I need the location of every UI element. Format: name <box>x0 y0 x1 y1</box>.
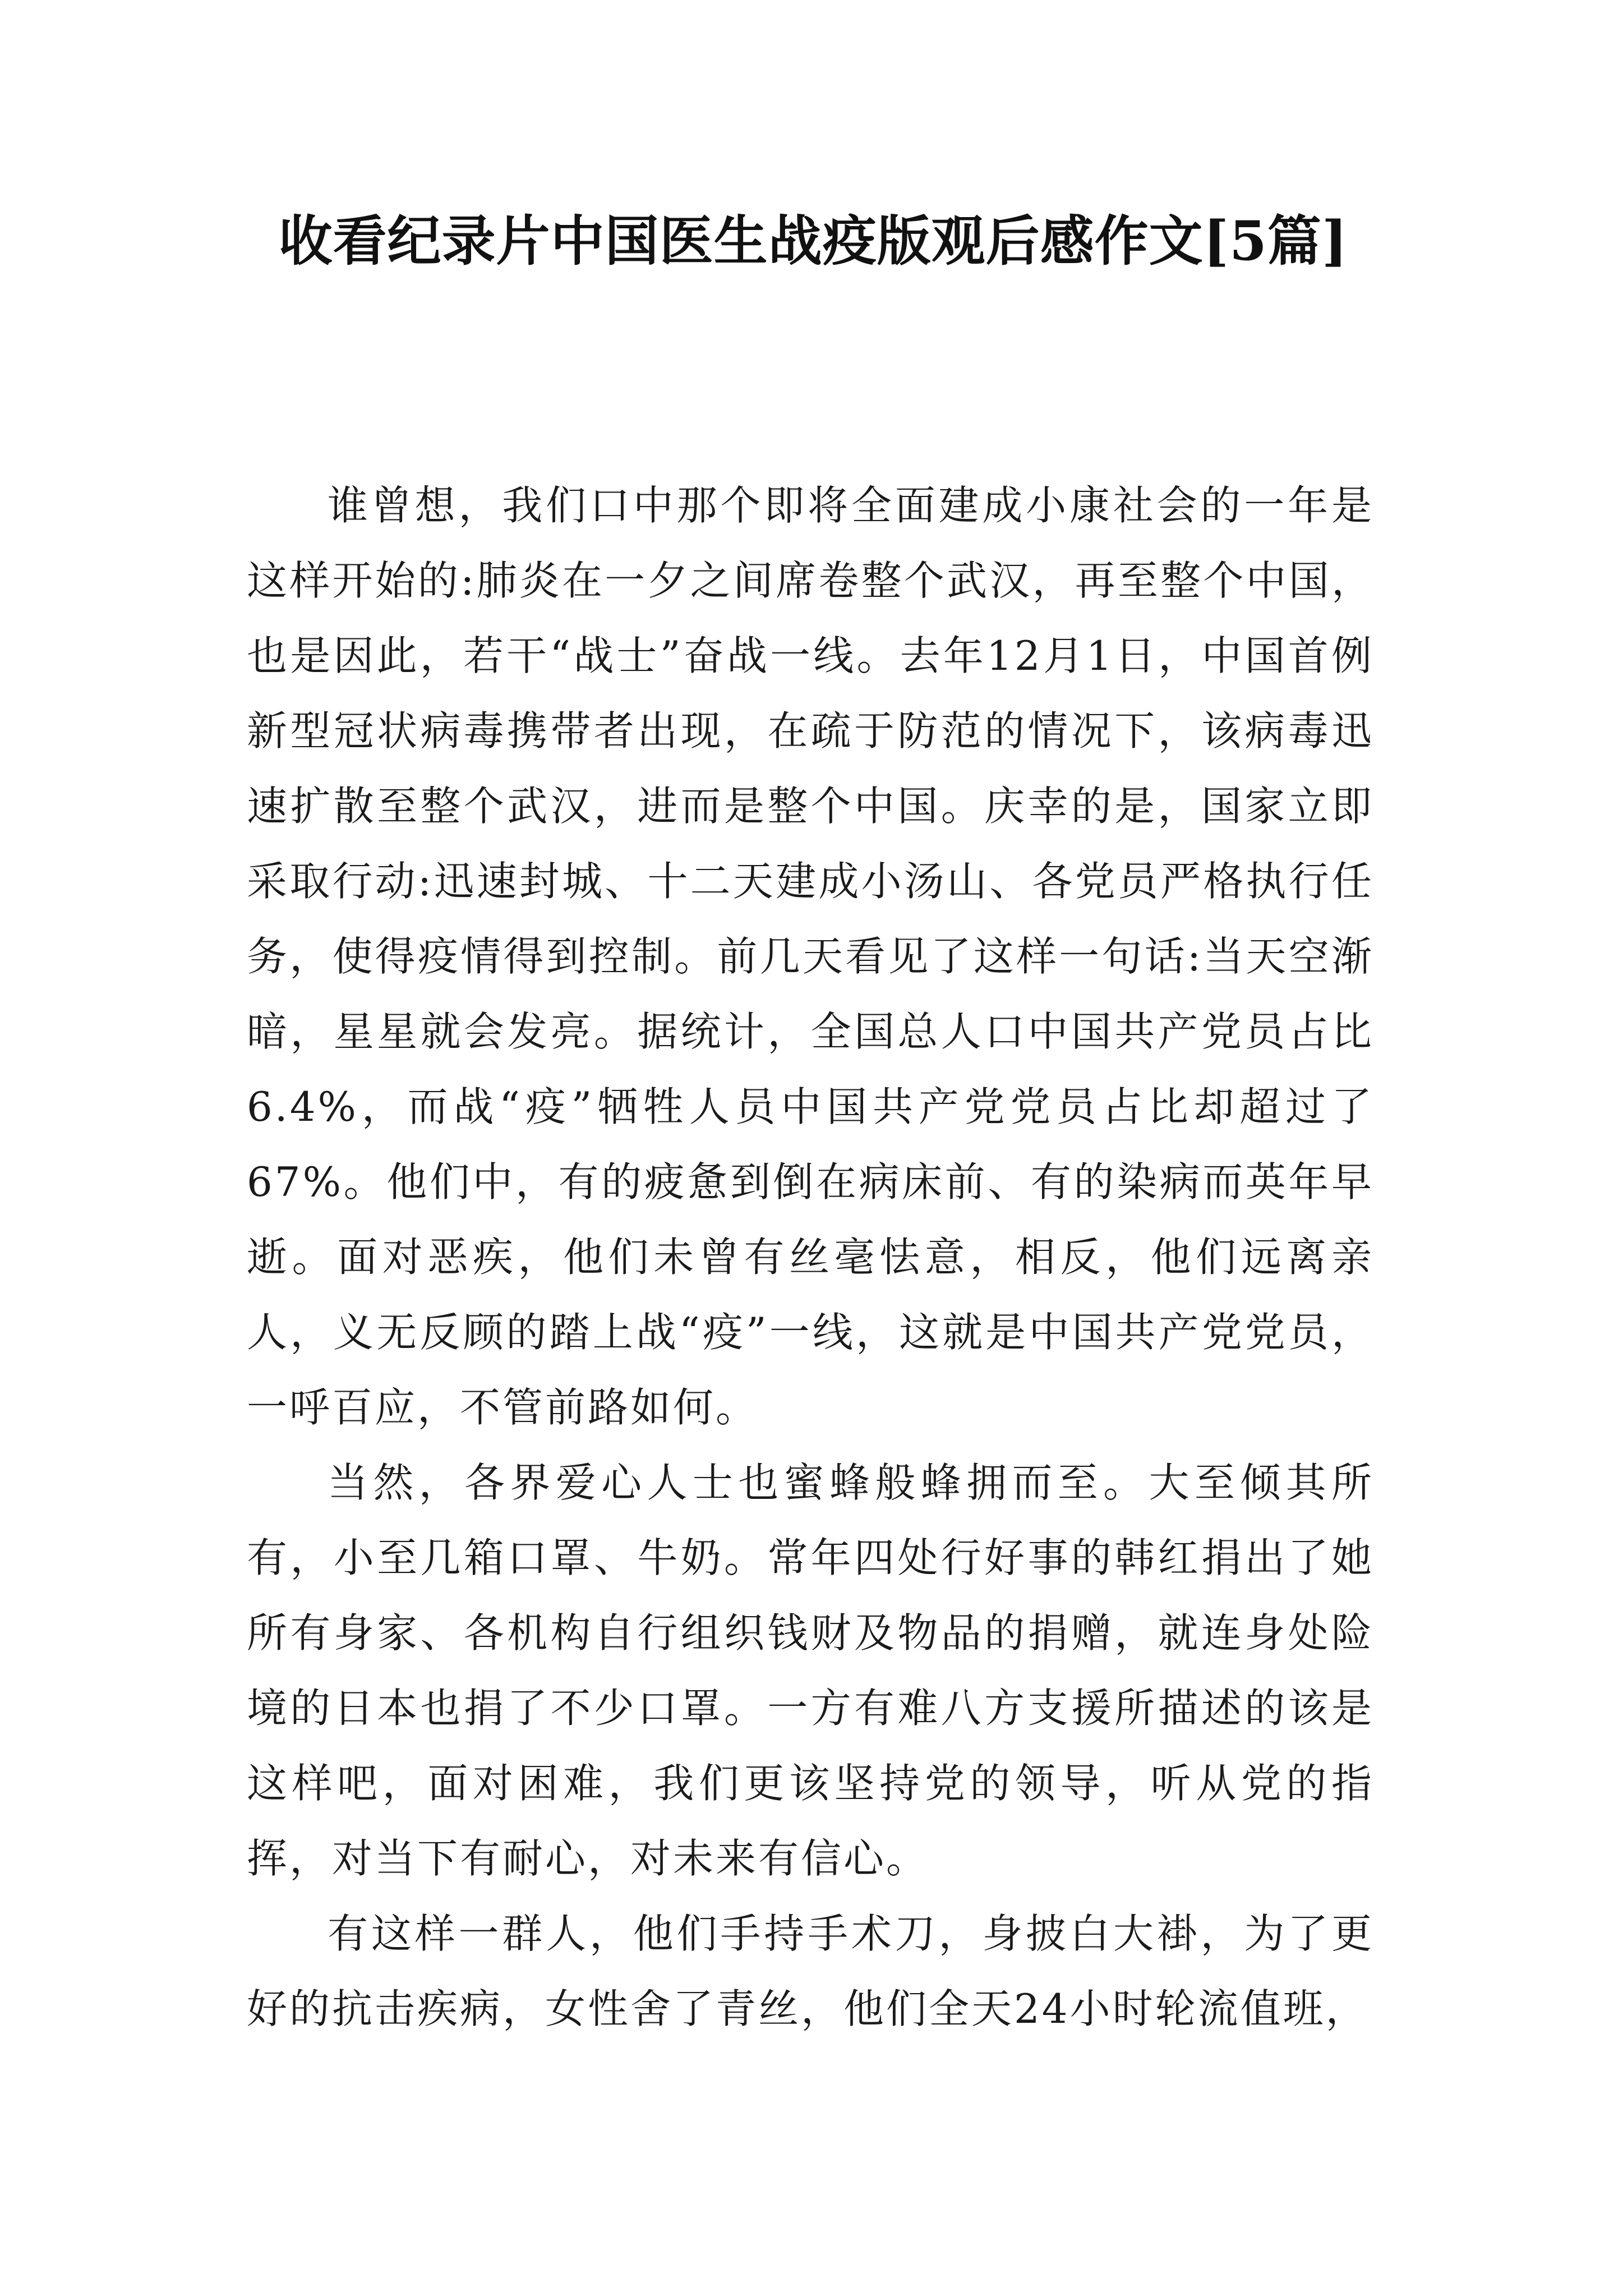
paragraph-2: 当然，各界爱心人士也蜜蜂般蜂拥而至。大至倾其所有，小至几箱口罩、牛奶。常年四处行好事的韩红捐出了她所有身家、各机构自行组织钱财及物品的捐赠，就连身处险境的日本也捐了不少口罩。一方有难八方支援所描述的该是这样吧，面对困难，我们更该坚持党的领导，听从党的指挥，对当下有耐心，对未来有信心。 <box>247 1459 1374 1882</box>
document-title: 收看纪录片中国医生战疫版观后感作文[5篇] <box>278 209 1348 273</box>
document-body <box>247 468 1374 2046</box>
paragraph-1: 谁曾想，我们口中那个即将全面建成小康社会的一年是这样开始的:肺炎在一夕之间席卷整个武汉，再至整个中国，也是因此，若干“战士”奋战一线。去年12月1日，中国首例新型冠状病毒携带者出现，在疏于防范的情况下，该病毒迅速扩散至整个武汉，进而是整个中国。庆幸的是，国家立即采取行动:迅速封城、十二天建成小汤山、各党员严格执行任务，使得疫情得到控制。前几天看见了这样一句话:当天空渐暗，星星就会发亮。据统计，全国总人口中国共产党员占比6.4%，而战“疫”牺牲人员中国共产党党员占比却超过了67%。他们中，有的疲惫到倒在病床前、有的染病而英年早逝。面对恶疾，他们未曾有丝毫怯意，相反，他们远离亲人，义无反顾的踏上战“疫”一线，这就是中国共产党党员，一呼百应，不管前路如何。 <box>247 482 1374 1431</box>
paragraph-3: 有这样一群人，他们手持手术刀，身披白大褂，为了更好的抗击疾病，女性舍了青丝，他们全天24小时轮流值班， <box>247 1910 1374 2032</box>
